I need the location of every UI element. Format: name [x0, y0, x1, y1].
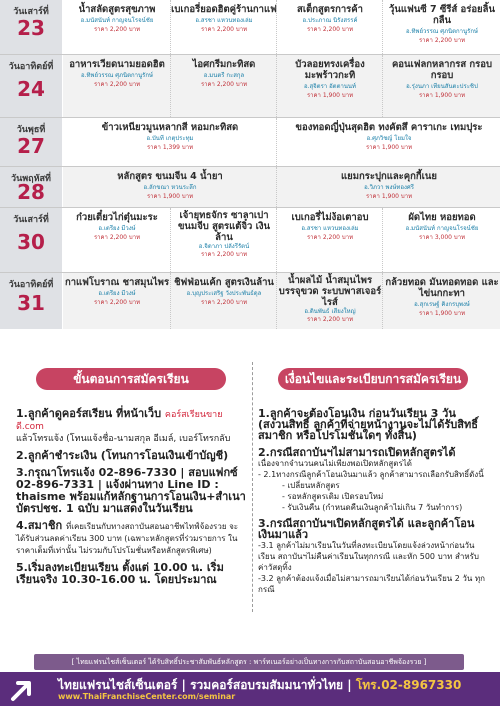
course-title: ก๋วยเตี๋ยวไก่ตุ๋นมะระ — [76, 212, 158, 223]
course-instructor: อ.มนัสนันท์ กาญจนโรจน์ชัย — [80, 17, 154, 24]
course-cell[interactable] — [64, 0, 170, 54]
day-cell — [0, 55, 63, 117]
course-instructor: อ.ศุภวิชญ์ โยมใจ — [366, 135, 412, 142]
course-website-link[interactable]: คอร์สเรียนขายดี.com — [16, 410, 223, 432]
step-5: 5.เริ่มลงทะเบียนเรียน ตั้งแต่ 10.00 น. เริ่มเรียนจริง 10.30-16.00 น. โดยประมาณ — [16, 561, 224, 586]
course-title: กาแฟโบราณ ชาสมุนไพร — [64, 277, 170, 288]
course-title: เจ้ายุทธจักร ซาลาเปา ขนมจีบ สูตรแต้จิ๋ว เงินล้าน — [177, 210, 271, 243]
course-instructor: อ.เตรียง มีวงษ์ — [98, 225, 136, 232]
schedule-row — [0, 55, 500, 117]
course-price: ราคา 2,200 บาท — [418, 37, 466, 44]
course-title: บัวลอยทรงเครื่อง มะพร้าวกะทิ — [295, 59, 365, 81]
schedule-row — [0, 118, 500, 166]
day-cell — [0, 0, 63, 54]
course-cell[interactable] — [382, 0, 500, 54]
course-cell[interactable] — [170, 0, 277, 54]
panel-divider — [252, 362, 254, 612]
course-instructor: อ.ประภาณ นิรังสรรค์ — [302, 17, 358, 24]
course-title: อาหารเวียดนามยอดฮิต — [69, 59, 165, 70]
course-instructor: อ.สุจิตรา อัตตานนท์ — [303, 83, 356, 90]
footer-banner — [0, 672, 500, 706]
course-cell[interactable] — [276, 55, 383, 117]
course-instructor: อ.วิภวา พงษ์ทองศรี — [364, 184, 414, 191]
condition-2-1: - 2.1ทางกรณีลูกค้าโอนเงินมาแล้ว ลูกค้าสามารถเลือกรับสิทธิ์ดังนี้ — [258, 470, 484, 479]
step-1-text: 1.ลูกค้าดูคอร์สเรียน ที่หน้าเว็บ — [16, 407, 165, 420]
course-title: เบเกอรี่ไม่ง้อเตาอบ — [291, 212, 369, 223]
day-date: 28 — [17, 180, 45, 204]
course-price: ราคา 1,900 บาท — [365, 144, 413, 151]
steps-header: ขั้นตอนการสมัครเรียน — [36, 368, 226, 390]
course-title: ชิฟฟ่อนเค้ก สูตรเงินล้าน — [174, 277, 274, 288]
day-date: 23 — [17, 16, 45, 40]
footer-phone[interactable]: โทร.02-8967330 — [355, 678, 462, 692]
course-instructor: อ.ลักขณา หวนระลึก — [143, 184, 197, 191]
course-instructor: อ.บันที เกตุประทุม — [146, 135, 194, 142]
day-name: วันเสาร์ที่ — [13, 7, 49, 17]
step-3: 3.กรุณาโทรแจ้ง 02-896-7330 | สอบแฟกซ์ 02-896-7331 | แจ้งผ่านทาง Line ID : thaisme พร้อมแก้หลักฐานการโอนเงิน+สำเนาบัตรปชช. 1 ฉบับ มาแสดงในวันเรียน — [16, 466, 246, 515]
course-cell[interactable] — [276, 208, 383, 272]
course-price: ราคา 1,900 บาท — [418, 310, 466, 317]
conditions-header: เงื่อนไขและระเบียบการสมัครเรียน — [278, 368, 468, 390]
step-4-label: 4.สมาชิก — [16, 519, 66, 532]
course-cell[interactable] — [64, 273, 170, 329]
steps-body — [16, 408, 246, 586]
partner-note: [ ไทยแฟรนไชส์เซ็นเตอร์ ได้รับสิทธิ์ประชาสัมพันธ์หลักสูตร : พาร์ทเนอร์อย่างเป็นทางการกับสถาบันสอนอาชีพจ้องรวย ] — [34, 654, 464, 670]
course-cell[interactable] — [276, 118, 500, 166]
course-instructor: อ.สรชา แหวนทองเล่ม — [301, 225, 359, 232]
course-title: ผัดไทย หอยทอด — [408, 212, 476, 223]
course-cell[interactable] — [64, 167, 276, 207]
course-title: แยมกระปุกและคุกกี้เนย — [341, 171, 437, 182]
arrow-logo-icon — [10, 676, 36, 702]
course-instructor: อ.บุญประเสริฐ วังประพันธ์ดุล — [186, 290, 262, 297]
conditions-body — [258, 408, 488, 595]
course-title: ของทอดญี่ปุ่นสุดฮิต ทงคัตสึ คาราเกะ เทมปุระ — [295, 122, 483, 133]
course-instructor: อ.สุกเรษฐ์ คิงกรบุพงษ์ — [414, 301, 470, 308]
course-title: น้ำสลัดสูตรสุขภาพ — [78, 4, 156, 15]
step-2: 2.ลูกค้าชำระเงิน (โทนการโอนเงินเข้าบัญชี) — [16, 449, 229, 462]
condition-1: 1.ลูกค้าจะต้องโอนเงิน ก่อนวันเรียน 3 วัน (สงวนสิทธิ์ ลูกค้าที่จ่ายหน้างานจะไม่ได้รับสิทธิ์สมาชิก หรือโปรโมชั่นใดๆ ทั้งสิ้น) — [258, 407, 478, 442]
course-price: ราคา 2,200 บาท — [200, 81, 248, 88]
course-price: ราคา 1,399 บาท — [146, 144, 194, 151]
course-cell[interactable] — [276, 0, 383, 54]
condition-2: 2.กรณีสถาบันฯไม่สามารถเปิดหลักสูตรได้ — [258, 446, 456, 459]
step-4-text: ที่เคยเรียนกับทางสถาบันสอนอาชีพไทฟ์จ้องรวย จะได้รับส่วนลดค่าเรียน 300 บาท (เฉพาะหลักสูตรที่ร่วมรายการ ในราคาเต็มที่เท่านั้น ไม่รวมกับโปรโมชั่นหรือหลักสูตรพิเศษ) — [16, 522, 239, 555]
course-title: กล้วยทอด มันทอดทอด และไข่นกกะทา — [385, 277, 499, 299]
step-1 — [16, 408, 246, 433]
step-1-note: แล้วโทรแจ้ง (โทนแจ้งชื่อ-นามสกุล อีเมล์, เบอร์โทรกลับ — [16, 434, 231, 444]
day-name: วันอาทิตย์ที่ — [8, 62, 54, 72]
course-price: ราคา 2,200 บาท — [306, 234, 354, 241]
course-price: ราคา 2,200 บาท — [200, 251, 248, 258]
course-instructor: อ.มนัสนันท์ กาญจนโรจน์ชัย — [405, 225, 479, 232]
course-price: ราคา 2,200 บาท — [200, 299, 248, 306]
course-title: ไอศกรีมกะทิสด — [192, 59, 256, 70]
course-cell[interactable] — [170, 55, 277, 117]
condition-3-1: -3.1 ลูกค้าไม่มาเรียนในวันที่ลงทะเบียนโดยแจ้งล่วงหน้าก่อนวันเรียน สถาบันฯไม่คืนค่าเรียนในทุกกรณี และหัก 500 บาท สำหรับค่าวัสดุทิ้ง — [258, 541, 479, 572]
condition-3-2: -3.2 ลูกค้าต้องแจ้งเมื่อไม่สามารถมาเรียนได้ก่อนวันเรียน 2 วัน ทุกกรณี — [258, 574, 486, 594]
day-name: วันพุธที่ — [16, 125, 46, 135]
course-price: ราคา 1,900 บาท — [365, 193, 413, 200]
registration-conditions — [258, 368, 488, 658]
day-name: วันอาทิตย์ที่ — [8, 280, 54, 290]
step-4 — [16, 520, 246, 557]
condition-2-note: เนื่องจากจำนวนคนไม่เพียงพอเปิดหลักสูตรได้ — [258, 459, 412, 468]
course-price: ราคา 2,200 บาท — [306, 316, 354, 323]
course-title: วุ้นแฟนซี 7 ซีรีส์ อร่อยลิ้นกลืน — [389, 4, 495, 26]
course-title: คอนเฟลกหลากรส กรอบ กรอบ — [391, 59, 493, 81]
course-cell[interactable] — [64, 55, 170, 117]
day-date: 24 — [17, 77, 45, 101]
course-price: ราคา 1,900 บาท — [418, 92, 466, 99]
course-price: ราคา 2,200 บาท — [200, 26, 248, 33]
course-cell[interactable] — [170, 273, 277, 329]
schedule-row — [0, 0, 500, 54]
course-instructor: อ.รุ่งนภา เทียนสันตะประชิป — [406, 83, 478, 90]
course-cell[interactable] — [276, 167, 500, 207]
course-cell[interactable] — [382, 208, 500, 272]
course-title: หลักสูตร ขนมจีน 4 น้ำยา — [117, 171, 223, 182]
course-title: สเต็กสูตรการค้า — [297, 4, 363, 15]
course-instructor: อ.เตรียง มีวงษ์ — [98, 290, 136, 297]
course-instructor: อ.ทิพย์วรรณ ศุภนิตกานูรักษ์ — [81, 72, 153, 79]
condition-3: 3.กรณีสถาบันฯเปิดหลักสูตรได้ และลูกค้าโอนเงินมาแล้ว — [258, 517, 475, 541]
course-price: ราคา 2,200 บาท — [93, 26, 141, 33]
schedule-table — [0, 0, 500, 328]
course-cell[interactable] — [170, 208, 277, 272]
footer-url[interactable]: www.ThaiFranchiseCenter.com/seminar — [58, 692, 236, 701]
course-instructor: อ.จิดาภา ปลังรีรัตน์ — [198, 243, 250, 250]
day-name: วันเสาร์ที่ — [13, 215, 49, 225]
registration-steps — [16, 368, 246, 658]
course-cell[interactable] — [64, 118, 276, 166]
course-title: เบเกอรี่ยอดฮิตคู่ร้านกาแฟ — [171, 4, 277, 15]
course-instructor: อ.มนตรี กะสกุล — [203, 72, 245, 79]
course-cell[interactable] — [382, 55, 500, 117]
course-cell[interactable] — [276, 273, 383, 329]
day-date: 31 — [17, 291, 45, 315]
course-price: ราคา 2,200 บาท — [93, 234, 141, 241]
brand-text: ไทยแฟรนไชส์เซ็นเตอร์ | รวมคอร์สอบรมสัมมนาทั่วไทย | — [58, 678, 356, 692]
condition-2-option: - เปลี่ยนหลักสูตร — [282, 481, 340, 490]
day-cell — [0, 273, 63, 329]
course-cell[interactable] — [382, 273, 500, 329]
condition-2-option: - รอหลักสูตรเดิม เปิดรอบใหม่ — [282, 492, 384, 501]
course-price: ราคา 1,900 บาท — [306, 92, 354, 99]
day-date: 30 — [17, 230, 45, 254]
course-instructor: อ.ดินพันธ์ เสียงใหญ่ — [304, 308, 356, 315]
day-date: 27 — [17, 134, 45, 158]
course-price: ราคา 2,200 บาท — [93, 299, 141, 306]
course-instructor: อ.สรชา แหวนทองเล่ม — [195, 17, 253, 24]
schedule-row — [0, 208, 500, 272]
day-cell — [0, 118, 63, 166]
day-name: วันพฤหัสที่ — [11, 174, 51, 184]
course-price: ราคา 2,200 บาท — [306, 26, 354, 33]
schedule-row — [0, 167, 500, 207]
course-title: ข้าวเหนียวมูนหลากสี หอมกะทิสด — [101, 122, 239, 133]
day-cell — [0, 208, 63, 272]
day-cell — [0, 167, 63, 207]
course-price: ราคา 2,200 บาท — [93, 81, 141, 88]
course-title: น้ำผลไม้ น้ำสมุนไพร บรรจุขวด ระบบพาสเจอร์ไรส์ — [278, 275, 382, 308]
course-instructor: อ.ทิพย์วรรณ ศุภนิตกานูรักษ์ — [406, 28, 478, 35]
condition-2-option: - รับเงินคืน (กำหนดคืนเงินลูกค้าไม่เกิน 7 วันทำการ) — [282, 503, 463, 512]
schedule-row — [0, 273, 500, 329]
course-price: ราคา 3,000 บาท — [418, 234, 466, 241]
course-cell[interactable] — [64, 208, 170, 272]
course-price: ราคา 1,900 บาท — [146, 193, 194, 200]
